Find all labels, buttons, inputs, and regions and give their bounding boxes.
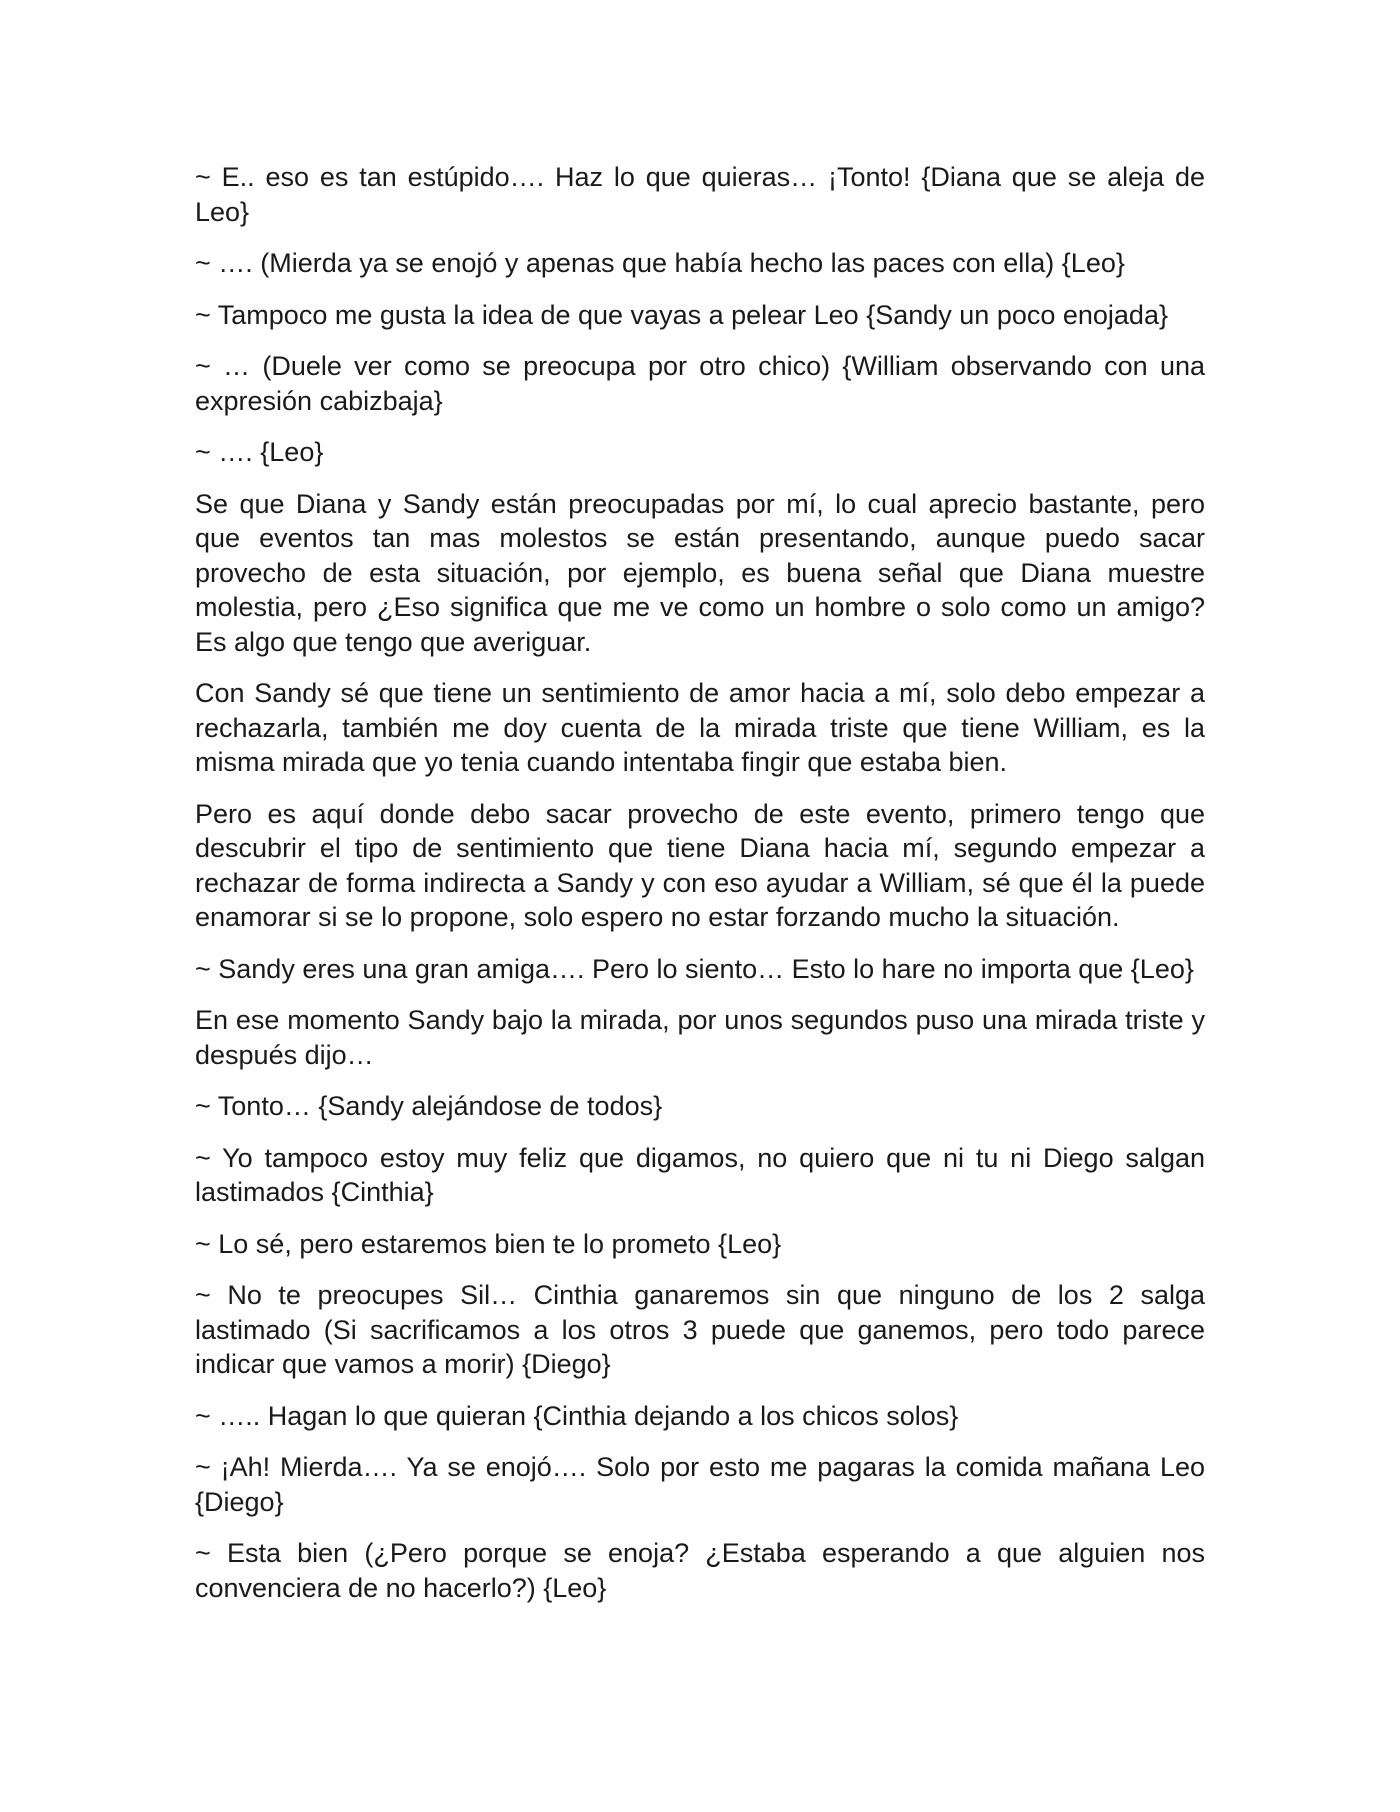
- dialogue-line: ~ Tonto… {Sandy alejándose de todos}: [195, 1091, 663, 1121]
- dialogue-line: ~ Sandy eres una gran amiga…. Pero lo siento… Esto lo hare no importa que {Leo}: [195, 953, 1194, 984]
- narrative-paragraph: Pero es aquí donde debo sacar provecho de este evento, primero tengo que descubrir el tipo de sentimiento que tiene Diana hacia mí, segundo empezar a rechazar de forma indirecta a Sandy y con eso ayudar a William, sé que él la puede enamorar si se lo propone, solo espero no estar forzando mucho la situación.: [195, 798, 1205, 932]
- dialogue-line: ~ ….. Hagan lo que quieran {Cinthia dejando a los chicos solos}: [195, 1400, 959, 1431]
- document-page: [195, 160, 1205, 1622]
- dialogue-line: ~ Tampoco me gusta la idea de que vayas a pelear Leo {Sandy un poco enojada}: [195, 299, 1168, 330]
- dialogue-line: ~ Lo sé, pero estaremos bien te lo prometo {Leo}: [195, 1228, 782, 1259]
- narrative-paragraph: Se que Diana y Sandy están preocupadas por mí, lo cual aprecio bastante, pero que eventos tan mas molestos se están presentando, aunque puedo sacar provecho de esta situación, por ejemplo, es buena señal que Diana muestre molestia, pero ¿Eso significa que me ve como un hombre o solo como un amigo? Es algo que tengo que averiguar.: [195, 488, 1205, 657]
- dialogue-line: ~ …. {Leo}: [195, 437, 324, 467]
- narrative-paragraph: Con Sandy sé que tiene un sentimiento de amor hacia a mí, solo debo empezar a rechazarla, también me doy cuenta de la mirada triste que tiene William, es la misma mirada que yo tenia cuando intentaba fingir que estaba bien.: [195, 678, 1205, 777]
- dialogue-line: ~ ¡Ah! Mierda…. Ya se enojó…. Solo por esto me pagaras la comida mañana Leo {Diego}: [195, 1452, 1205, 1517]
- dialogue-line: ~ No te preocupes Sil… Cinthia ganaremos sin que ninguno de los 2 salga lastimado (Si sacrificamos a los otros 3 puede que ganemos, pero todo parece indicar que vamos a morir) {Diego}: [195, 1280, 1205, 1379]
- narrative-paragraph: En ese momento Sandy bajo la mirada, por unos segundos puso una mirada triste y después dijo…: [195, 1005, 1205, 1070]
- dialogue-line: ~ E.. eso es tan estúpido…. Haz lo que quieras… ¡Tonto! {Diana que se aleja de Leo}: [195, 162, 1205, 227]
- dialogue-line: ~ …. (Mierda ya se enojó y apenas que había hecho las paces con ella) {Leo}: [195, 248, 1125, 278]
- dialogue-line: ~ Esta bien (¿Pero porque se enoja? ¿Estaba esperando a que alguien nos convenciera de no hacerlo?) {Leo}: [195, 1538, 1205, 1603]
- dialogue-line: ~ Yo tampoco estoy muy feliz que digamos, no quiero que ni tu ni Diego salgan lastimados {Cinthia}: [195, 1142, 1205, 1207]
- dialogue-line: ~ … (Duele ver como se preocupa por otro chico) {William observando con una expresión cabizbaja}: [195, 351, 1205, 416]
